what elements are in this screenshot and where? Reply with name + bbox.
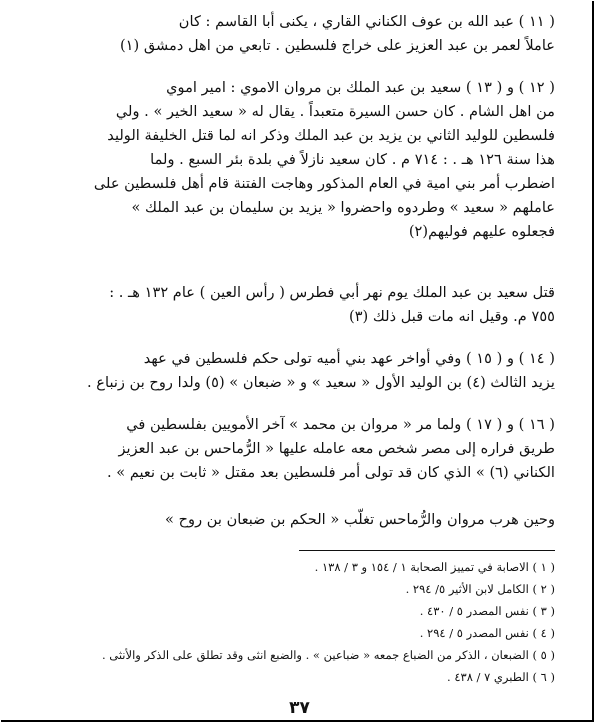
text-line: اضطرب أمر بني امية في العام المذكور وهاجت الفتنة قام أهل فلسطين على (93, 175, 555, 192)
text-line: ٧٥٥ م. وقيل انه مات قبل ذلك (٣) (348, 308, 555, 325)
footnotes (45, 556, 555, 688)
text-line: ( ١٤ ) و ( ١٥ ) وفي أواخر عهد بني أميه تولى حكم فلسطين في عهد (143, 350, 555, 367)
paragraph-abdullah-bin-awf (45, 10, 555, 58)
paragraph-said-bin-abdulmalik (45, 76, 555, 244)
footnote: ( ٤ ) نفس المصدر ٥ / ٢٩٤ . (419, 626, 555, 640)
text-line: عاملهم « سعيد » وطردوه واحضروا « يزيد بن سليمان بن عبد الملك » (131, 199, 555, 216)
paragraph-hakam-bin-dabaan (45, 508, 555, 532)
footnote: ( ١ ) الاصابة في تمييز الصحابة ١ / ١٥٤ و ٣ / ١٣٨ . (314, 560, 555, 574)
text-line: وحين هرب مروان والرُّماحس تغلّب « الحكم بن ضبعان بن روح » (165, 511, 555, 528)
text-line: يزيد الثالث (٤) بن الوليد الأول « سعيد » و « ضبعان » (٥) ولدا روح بن زنباع . (87, 374, 555, 391)
text-line: من اهل الشام . كان حسن السيرة متعبداً . يقال له « سعيد الخير » . ولي (115, 103, 555, 120)
text-line: ( ١٦ ) و ( ١٧ ) ولما مر « مروان بن محمد » آخر الأمويين بفلسطين في (126, 416, 555, 433)
text-line: طريق فراره إلى مصر شخص معه عامله عليها « الرُّماحس بن عبد العزيز (118, 440, 555, 457)
text-line: قتل سعيد بن عبد الملك يوم نهر أبي فطرس ( رأس العين ) عام ١٣٢ هـ . : (109, 284, 555, 301)
text-line: فلسطين للوليد الثاني بن يزيد بن عبد الملك وذكر انه لما قتل الخليفة الوليد (107, 127, 555, 144)
text-line: عاملاً لعمر بن عبد العزيز على خراج فلسطين . تابعي من اهل دمشق (١) (119, 37, 555, 54)
paragraph-marwan-bin-muhammad (45, 413, 555, 485)
text-line: ( ١١ ) عبد الله بن عوف الكناني القاري ، يكنى أبا القاسم : كان (178, 13, 555, 30)
footnote: ( ٣ ) نفس المصدر ٥ / ٤٣٠ . (419, 604, 555, 618)
page-number: ٣٧ (289, 698, 310, 718)
text-line: فجعلوه عليهم فوليهم(٢) (408, 223, 555, 240)
footnote-divider (299, 550, 555, 551)
footnote: ( ٥ ) الضبعان ، الذكر من الضباع جمعه « ضباعين » . والضبع انثى وقد تطلق على الذكر والأنثى . (101, 648, 555, 662)
text-line: هذا سنة ١٢٦ هـ . : ٧١٤ م . كان سعيد نازلاً في بلدة بئر السبع . ولما (150, 151, 555, 168)
text-line: ( ١٢ ) و ( ١٣ ) سعيد بن عبد الملك بن مروان الاموي : امير اموي (166, 79, 555, 96)
footnote: ( ٢ ) الكامل لابن الأثير ٥/ ٢٩٤ . (405, 582, 555, 596)
text-line: الكناني (٦) » الذي كان قد تولى أمر فلسطين بعد مقتل « ثابت بن نعيم » . (106, 464, 555, 481)
footnote: ( ٦ ) الطبري ٧ / ٤٣٨ . (447, 670, 555, 684)
paragraph-late-umayyad-governors (45, 347, 555, 395)
paragraph-said-death (45, 281, 555, 329)
